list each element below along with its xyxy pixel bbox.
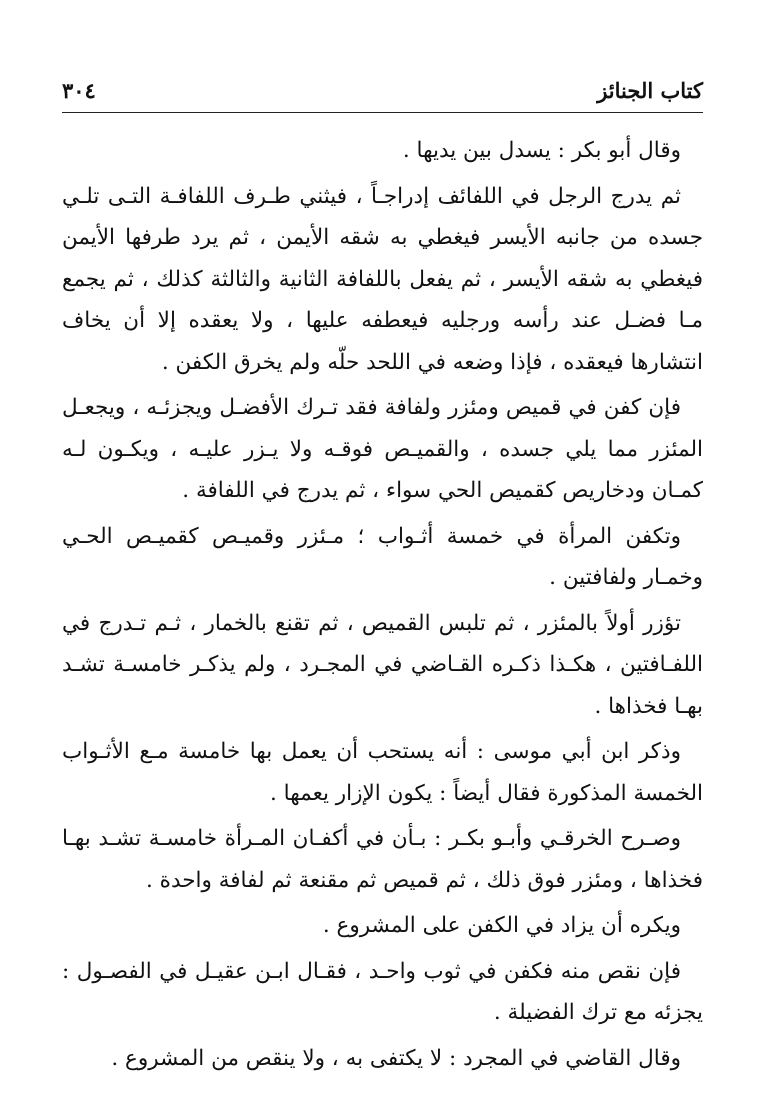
paragraph: وقال أبو بكر : يسدل بين يديها . <box>402 138 681 163</box>
paragraph: ويكره أن يزاد في الكفن على المشروع . <box>322 913 681 938</box>
paragraph: فإن نقص منه فكفن في ثوب واحـد ، فقـال ابـن عقيـل في الفصـول : يجزئه مع ترك الفضيلة . <box>62 958 703 1025</box>
page-body <box>62 130 703 1083</box>
paragraph: وقال القاضي في المجرد : لا يكتفى به ، ولا ينقص من المشروع . <box>111 1045 681 1071</box>
page-number: ٣٠٤ <box>62 77 96 103</box>
paragraph: تؤزر أولاً بالمئزر ، ثم تلبس القميص ، ثم تقنع بالخمار ، ثـم تـدرج في اللفـافتين ، هكـذا ذكـره القـاضي في المجـرد ، ولم يذكـر خامسـة تشـد بهـا فخذاها . <box>62 610 703 719</box>
header-divider <box>62 112 703 113</box>
paragraph: وذكر ابن أبي موسى : أنه يستحب أن يعمل بها خامسة مـع الأثـواب الخمسة المذكورة فقال أيضاً : يكون الإزار يعمها . <box>62 739 703 806</box>
chapter-title: كتاب الجنائز <box>597 77 703 103</box>
paragraph: ثم يدرج الرجل في اللفائف إدراجـاً ، فيثني طـرف اللفافـة التـى تلـي جسده من جانبه الأيسر فيغطي به شقه الأيمن ، ثم يرد طرفها الأيمن فيغطي به شقه الأيسر ، ثم يفعل باللفافة الثانية والثالثة كذلك ، ثم يجمع مـا فضـل عند رأسه ورجليه فيعطفه عليها ، ولا يعقده إلا أن يخاف انتشارها فيعقده ، فإذا وضعه في اللحد حلّه ولم يخرق الكفن . <box>62 183 703 375</box>
running-header <box>62 70 703 110</box>
paragraph: فإن كفن في قميص ومئزر ولفافة فقد تـرك الأفضـل ويجزئـه ، ويجعـل المئزر مما يلي جسده ، والقميـص فوقـه ولا يـزر عليـه ، ويكـون لـه كمـان ودخاريص كقميص الحي سواء ، ثم يدرج في اللفافة . <box>62 395 703 503</box>
paragraph: وتكفن المرأة في خمسة أثـواب ؛ مـئزر وقميـص كقميـص الحـي وخمـار ولفافتين . <box>62 523 703 590</box>
paragraph: وصـرح الخرقـي وأبـو بكـر : بـأن في أكفـان المـرأة خامسـة تشـد بهـا فخذاها ، ومئزر فوق ذلك ، ثم قميص ثم مقنعة ثم لفافة واحدة . <box>62 826 703 893</box>
